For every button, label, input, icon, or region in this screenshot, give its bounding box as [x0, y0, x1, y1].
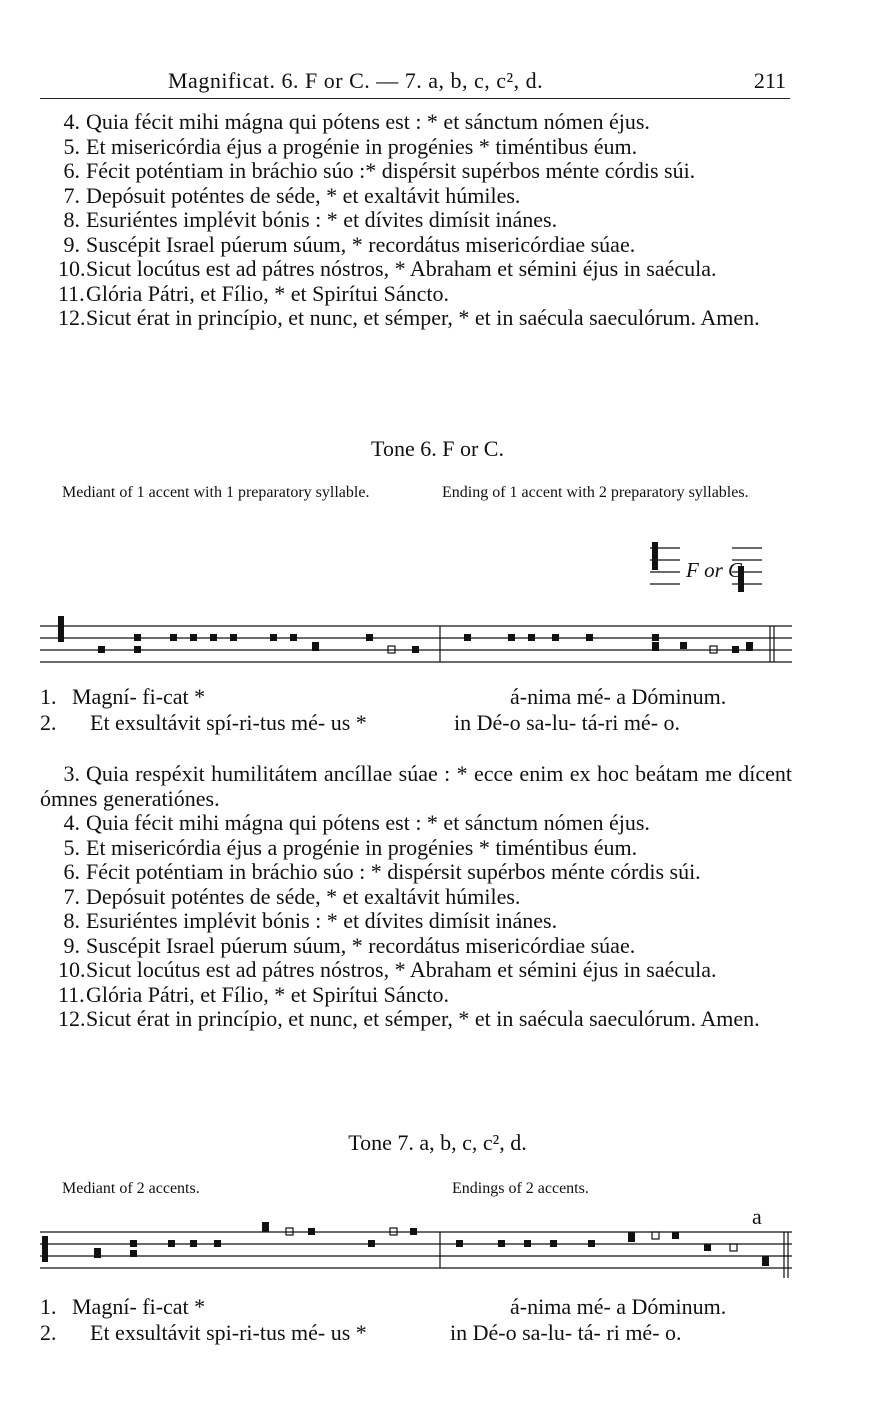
verse: 12.Sicut érat in princípio, et nunc, et sémper, * et in saécula saeculórum. Amen. [58, 1006, 760, 1031]
tone7-lyrics-1: 1. Magní- fi-cat * á-nima mé- a Dóminum. [40, 1294, 727, 1319]
top-verse-block [40, 110, 792, 331]
c-clef-icon [58, 616, 64, 642]
tone6-lyrics-1: 1. Magní- fi-cat * á-nima mé- a Dóminum. [40, 684, 727, 709]
clef-label: F or C [686, 558, 743, 582]
verse: 8. Esuriéntes implévit bónis : * et dívites dimísit inánes. [63, 908, 558, 933]
verse: 7. Depósuit poténtes de séde, * et exaltávit húmiles. [63, 883, 521, 909]
c-clef-icon [42, 1236, 48, 1262]
verse: 12.Sicut érat in princípio, et nunc, et sémper, * et in saécula saeculórum. Amen. [58, 305, 760, 330]
page-number: 211 [753, 68, 786, 93]
verse: 6. Fécit poténtiam in bráchio súo : * dispérsit supérbos ménte córdis súi. [63, 859, 701, 884]
verse: 10.Sicut locútus est ad pátres nóstros, * Abraham et sémini éjus in saécula. [58, 957, 717, 982]
verse: 4. Quia fécit mihi mágna qui pótens est : * et sánctum nómen éjus. [63, 810, 650, 835]
tone7-title: Tone 7. a, b, c, c², d. [348, 1130, 527, 1155]
running-header [40, 64, 790, 99]
tone7-ending-caption: Endings of 2 accents. [452, 1180, 589, 1197]
tone6-title: Tone 6. F or C. [371, 436, 504, 461]
tone6-mediant-caption: Mediant of 1 accent with 1 preparatory syllable. [62, 484, 370, 501]
tone7-mediant-caption: Mediant of 2 accents. [62, 1180, 200, 1197]
tone6-ending-caption: Ending of 1 accent with 2 preparatory syllables. [442, 484, 749, 501]
tone6-clefs [640, 538, 790, 608]
verse: 3. Quia respéxit humilitátem ancíllae súae : * ecce enim ex hoc beátam me dícent ómnes generatiónes. [40, 761, 792, 811]
verse: 5. Et misericórdia éjus a progénie in progénies * timéntibus éum. [63, 133, 638, 159]
header-title: Magnificat. 6. F or C. — 7. a, b, c, c², d. [168, 68, 544, 93]
verse: 11.Glória Pátri, et Fílio, * et Spirítui Sáncto. [58, 981, 449, 1007]
verse: 5. Et misericórdia éjus a progénie in progénies * timéntibus éum. [63, 834, 638, 860]
tone6-staff [40, 612, 792, 672]
verse: 6. Fécit poténtiam in bráchio súo :* dispérsit supérbos ménte córdis súi. [63, 158, 696, 183]
verse: 7. Depósuit poténtes de séde, * et exaltávit húmiles. [63, 182, 521, 208]
verse: 9. Suscépit Israel púerum súum, * recordátus misericórdiae súae. [63, 231, 636, 257]
verse: 8. Esuriéntes implévit bónis : * et dívites dimísit inánes. [63, 207, 558, 232]
verse: 9. Suscépit Israel púerum súum, * recordátus misericórdiae súae. [63, 932, 636, 958]
tone7-ending-label: a [752, 1204, 762, 1229]
verse: 10.Sicut locútus est ad pátres nóstros, * Abraham et sémini éjus in saécula. [58, 256, 717, 281]
tone6-lyrics-2: 2. Et exsultávit spí-ri-tus mé- us * in Dé-o sa-lu- tá-ri mé- o. [40, 710, 681, 735]
tone7-staff [40, 1218, 792, 1282]
verse: 11.Glória Pátri, et Fílio, * et Spirítui Sáncto. [58, 280, 449, 306]
verse: 4. Quia fécit mihi mágna qui pótens est : * et sánctum nómen éjus. [63, 109, 650, 134]
tone7-lyrics-2: 2. Et exsultávit spi-ri-tus mé- us * in Dé-o sa-lu- tá- ri mé- o. [40, 1320, 682, 1345]
tone6-verse-block [40, 762, 792, 1032]
